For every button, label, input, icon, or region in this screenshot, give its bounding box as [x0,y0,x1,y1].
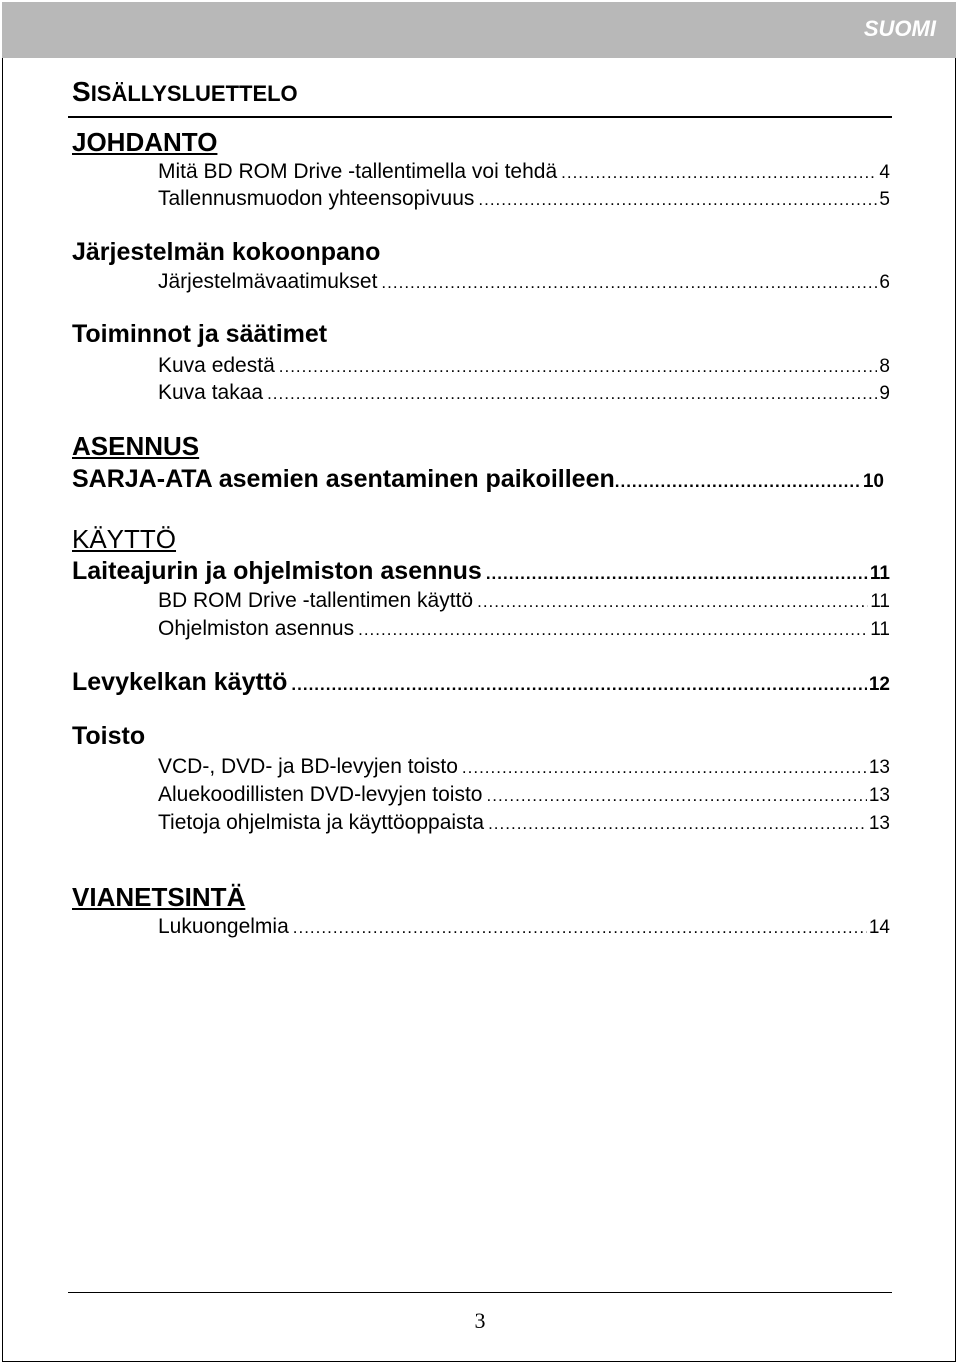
toc-entry-label: BD ROM Drive -tallentimen käyttö [158,589,474,612]
toc-title-rest: ISÄLLYSLUETTELO [90,81,298,106]
toc-entry-page: 11 [870,591,890,612]
toc-entry-label: Mitä BD ROM Drive -tallentimella voi tehdä [158,160,558,183]
toc-entry[interactable] [158,354,890,378]
toc-entry-page: 10 [862,471,884,492]
toc-entry[interactable] [72,465,884,494]
title-rule [68,116,892,118]
toc-entry-page: 8 [879,356,890,377]
language-label: SUOMI [863,16,936,41]
toc-entry-page: 12 [868,674,890,695]
toc-entry[interactable] [72,668,890,697]
toc-entry[interactable] [158,589,890,613]
toc-entry-label: Aluekoodillisten DVD-levyjen toisto [158,783,483,806]
page-number: 3 [474,1308,486,1333]
heading-asennus: ASENNUS [72,431,200,461]
toc-entry-label: Laiteajurin ja ohjelmiston asennus [72,557,482,585]
toc-entry-label: SARJA-ATA asemien asentaminen paikoilleen [72,465,615,493]
toc-entry-label: Kuva takaa [158,381,264,404]
toc-entry-page: 14 [868,917,890,938]
toc-entry-page: 11 [869,563,890,584]
heading-toisto: Toisto [72,722,146,750]
toc-entry-label: Tallennusmuodon yhteensopivuus [158,187,475,210]
dot-leader [279,357,878,377]
dot-leader [488,814,867,834]
toc-entry-label: Levykelkan käyttö [72,668,288,696]
toc-entry-label: Ohjelmiston asennus [158,617,355,640]
toc-entry-label: Kuva edestä [158,354,275,377]
toc-entry[interactable] [158,617,890,641]
dot-leader [293,918,867,938]
dot-leader [478,190,877,210]
toc-entry-page: 13 [868,785,890,806]
toc-entry-label: Lukuongelmia [158,915,289,938]
toc-entry-label: VCD-, DVD- ja BD-levyjen toisto [158,755,458,778]
toc-entry-page: 13 [868,757,890,778]
toc-entry[interactable] [158,755,890,779]
toc-entry[interactable] [158,783,890,807]
toc-entry[interactable] [158,381,890,405]
dot-leader [291,675,866,695]
dot-leader [561,163,877,183]
dot-leader [477,592,868,612]
toc-entry-page: 11 [870,619,890,640]
heading-kaytto: KÄYTTÖ [72,524,177,554]
toc-entry[interactable] [158,811,890,835]
dot-leader [358,620,868,640]
toc-entry-page: 13 [868,813,890,834]
footer-rule [68,1292,892,1293]
toc-entry-page: 4 [879,162,890,183]
toc-entry[interactable] [72,557,890,586]
dot-leader [615,472,861,492]
toc-entry[interactable] [158,270,890,294]
toc-entry-page: 6 [879,272,890,293]
toc-entry[interactable] [158,915,890,939]
heading-vianetsinta: VIANETSINTÄ [72,882,246,912]
toc-entry-page: 5 [879,189,890,210]
heading-johdanto: JOHDANTO [72,127,218,157]
toc-entry-label: Järjestelmävaatimukset [158,270,378,293]
toc-title-initial: S [72,76,91,107]
heading-toiminnot: Toiminnot ja säätimet [72,320,328,348]
dot-leader [381,273,877,293]
toc-entry[interactable] [158,160,890,184]
toc-title [72,76,298,108]
dot-leader [486,564,868,584]
header-band [2,2,956,58]
dot-leader [267,384,877,404]
toc-entry-page: 9 [879,383,890,404]
dot-leader [487,786,867,806]
toc-entry[interactable] [158,187,890,211]
toc-entry-label: Tietoja ohjelmista ja käyttöoppaista [158,811,485,834]
heading-jarjestelma: Järjestelmän kokoonpano [72,238,381,266]
dot-leader [462,758,867,778]
